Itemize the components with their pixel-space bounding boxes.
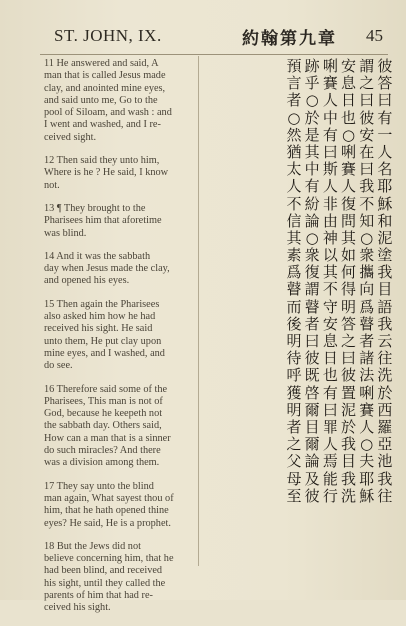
chinese-running-head: 約翰第九章	[242, 29, 337, 49]
verse-line: 17 They say unto the blind	[44, 480, 154, 492]
chinese-column	[303, 58, 321, 508]
verse-line: man that is called Jesus made	[44, 70, 166, 82]
chinese-character: 既	[304, 366, 320, 385]
verse-line: 13 ¶ They brought to the	[44, 202, 146, 214]
chinese-character: 彼	[304, 486, 320, 505]
verse-line: 11 He answered and said, A	[44, 58, 159, 69]
page-header	[14, 26, 394, 50]
chinese-character: ○	[360, 228, 374, 247]
english-text-column	[44, 58, 194, 626]
chinese-character: 有	[322, 383, 338, 402]
chinese-character: 答	[341, 314, 357, 333]
chinese-character: 人	[322, 91, 338, 110]
chinese-character: 至	[286, 486, 302, 505]
verse-line: the sabbath day. Others said,	[44, 420, 162, 432]
chinese-character: 塗	[377, 246, 393, 265]
chinese-character: 夫	[359, 452, 375, 471]
chinese-character: 人	[322, 177, 338, 196]
chinese-character: 洗	[341, 486, 357, 505]
english-running-head: ST. JOHN, IX.	[54, 26, 162, 45]
verse-paragraph	[44, 251, 194, 288]
chinese-character: 洗	[377, 366, 393, 385]
chinese-character: 行	[322, 486, 338, 505]
verse-line: Pharisees, This man is not of	[44, 395, 163, 407]
chinese-character: 罪	[322, 417, 338, 436]
chinese-character: 賽	[322, 74, 338, 93]
chinese-character: 其	[341, 228, 357, 247]
chinese-character: 我	[377, 469, 393, 488]
chinese-character: 復	[304, 263, 320, 282]
chinese-character: 之	[286, 435, 302, 454]
chinese-character: 曰	[322, 142, 338, 161]
chinese-character: 然	[286, 125, 302, 144]
chinese-character: 猶	[286, 142, 302, 161]
verse-line: received his sight. He said	[44, 323, 153, 335]
chinese-character: 者	[304, 314, 320, 333]
chinese-character: 非	[322, 194, 338, 213]
verse-line: ceived his sight.	[44, 602, 111, 614]
chinese-character: 之	[359, 74, 375, 93]
verse-paragraph	[44, 155, 194, 192]
chinese-character: 曰	[304, 332, 320, 350]
column-divider	[198, 56, 199, 566]
chinese-character: 彼	[377, 57, 393, 75]
chinese-character: 諸	[359, 349, 375, 368]
chinese-character: 彼	[341, 366, 357, 385]
chinese-character: 曰	[341, 349, 357, 368]
verse-paragraph	[44, 384, 194, 470]
chinese-character: 信	[286, 211, 302, 230]
chinese-character: 目	[377, 280, 393, 299]
chinese-character: 母	[286, 469, 302, 488]
chinese-column	[376, 58, 394, 508]
chinese-character: 之	[341, 332, 357, 350]
chinese-character: 往	[377, 486, 393, 505]
verse-line: eyes? He said, He is a prophet.	[44, 517, 171, 529]
chinese-character: 亞	[377, 435, 393, 454]
chinese-character: 爾	[304, 400, 320, 419]
chinese-character: 待	[286, 349, 302, 368]
chinese-character: 法	[359, 366, 375, 385]
chinese-character: 知	[359, 211, 375, 230]
chinese-character: 父	[286, 452, 302, 471]
chinese-character: 中	[322, 108, 338, 127]
verse-line: do see.	[44, 360, 73, 372]
chinese-character: 瞽	[359, 314, 375, 333]
chinese-character: 不	[322, 280, 338, 299]
chinese-column	[339, 58, 357, 508]
verse-line: was blind.	[44, 227, 87, 239]
chinese-character: 泥	[341, 400, 357, 419]
chinese-character: ○	[287, 108, 301, 127]
chinese-character: 謂	[304, 280, 320, 299]
chinese-character: 守	[322, 297, 338, 316]
chinese-character: 我	[341, 435, 357, 454]
chinese-character: 復	[341, 194, 357, 213]
chinese-character: 在	[359, 142, 375, 161]
chinese-character: 有	[322, 125, 338, 144]
header-rule	[40, 54, 388, 55]
chinese-character: 爾	[304, 435, 320, 454]
chinese-character: 以	[322, 246, 338, 265]
chinese-character: 不	[286, 194, 302, 213]
chinese-character: 衆	[304, 246, 320, 265]
chinese-character: 和	[377, 211, 393, 230]
chinese-character: 西	[377, 400, 393, 419]
chinese-character: 其	[286, 228, 302, 247]
chinese-character: 於	[304, 108, 320, 127]
verse-line: not.	[44, 179, 60, 191]
chinese-character: 預	[286, 57, 302, 75]
chinese-character: 由	[322, 211, 338, 230]
chinese-character: 我	[377, 314, 393, 333]
chinese-character: 日	[341, 91, 357, 110]
verse-line: do such miracles? And there	[44, 445, 161, 457]
chinese-character: ○	[360, 435, 374, 454]
chinese-character: 曰	[359, 160, 375, 179]
chinese-character: 跡	[304, 57, 320, 75]
chinese-character: 我	[359, 177, 375, 196]
verse-line: 12 Then said they unto him,	[44, 155, 160, 167]
chinese-character: 爲	[359, 297, 375, 316]
verse-paragraph	[44, 299, 194, 373]
verse-line: Where is he ? He said, I know	[44, 167, 169, 179]
verse-line: I went and washed, and I re-	[44, 119, 161, 131]
verse-paragraph	[44, 58, 194, 144]
chinese-character: 及	[304, 469, 320, 488]
chinese-character: 日	[322, 349, 338, 368]
chinese-character: 人	[341, 177, 357, 196]
verse-line: 15 Then again the Pharisees	[44, 298, 160, 310]
chinese-character: 何	[341, 263, 357, 282]
chinese-character: 人	[322, 435, 338, 454]
chinese-character: 云	[377, 332, 393, 350]
chinese-character: 衆	[359, 246, 375, 265]
chinese-character: 息	[322, 332, 338, 350]
chinese-character: 神	[322, 228, 338, 247]
verse-line: him, that he hath opened thine	[44, 505, 169, 517]
verse-paragraph	[44, 481, 194, 530]
chinese-character: ○	[305, 228, 319, 247]
verse-line: How can a man that is a sinner	[44, 432, 171, 444]
verse-line: 14 And it was the sabbath	[44, 250, 151, 262]
chinese-character: 問	[341, 211, 357, 230]
chinese-character: 明	[286, 400, 302, 419]
chinese-character: 也	[322, 366, 338, 385]
chinese-character: 唎	[359, 383, 375, 402]
chinese-character: 太	[286, 160, 302, 179]
chinese-character: 我	[377, 263, 393, 282]
chinese-character: 得	[341, 280, 357, 299]
chinese-character: 中	[304, 160, 320, 179]
chinese-character: 目	[341, 452, 357, 471]
verse-line: and said unto me, Go to the	[44, 94, 158, 106]
chinese-character: 彼	[304, 349, 320, 368]
chinese-character: 泥	[377, 228, 393, 247]
chinese-character: 耶	[377, 177, 393, 196]
chinese-character: 彼	[359, 108, 375, 127]
chinese-character: 置	[341, 383, 357, 402]
chinese-character: ○	[305, 91, 319, 110]
chinese-character: 羅	[377, 417, 393, 436]
chinese-character: 紛	[304, 194, 320, 213]
chinese-character: 瞽	[304, 297, 320, 316]
verse-line: was a division among them.	[44, 457, 160, 469]
chinese-character: 人	[377, 142, 393, 161]
chinese-character: 明	[341, 297, 357, 316]
chinese-character: 往	[377, 349, 393, 368]
chinese-character: 目	[304, 417, 320, 436]
verse-line: 18 But the Jews did not	[44, 540, 141, 552]
chinese-character: 不	[359, 194, 375, 213]
chinese-character: 如	[341, 246, 357, 265]
chinese-character: 向	[359, 280, 375, 299]
chinese-character: 曰	[359, 91, 375, 110]
chinese-character: 穌	[359, 486, 375, 505]
verse-line: parents of him that had re-	[44, 589, 153, 601]
verse-line: pool of Siloam, and wash : and	[44, 107, 172, 119]
chinese-character: 者	[286, 91, 302, 110]
chinese-character: 我	[341, 469, 357, 488]
chinese-character: 呼	[286, 366, 302, 385]
chinese-character: 賽	[341, 160, 357, 179]
verse-line: believe concerning him, that he	[44, 553, 174, 565]
verse-line: Pharisees him that aforetime	[44, 215, 162, 227]
chinese-character: 名	[377, 160, 393, 179]
chinese-character: 斯	[322, 160, 338, 179]
chinese-character: 安	[341, 57, 357, 75]
verse-line: 16 Therefore said some of the	[44, 383, 168, 395]
chinese-character: 者	[286, 417, 302, 436]
chinese-character: ○	[341, 125, 356, 144]
chinese-character: 論	[304, 211, 320, 230]
chinese-column	[358, 58, 376, 508]
chinese-character: 能	[322, 469, 338, 488]
verse-line: God, because he keepeth not	[44, 408, 163, 420]
verse-line: had been blind, and received	[44, 565, 163, 577]
chinese-character: 一	[377, 125, 393, 144]
chinese-character: 於	[341, 417, 357, 436]
chinese-character: 也	[341, 108, 357, 127]
chinese-text-column	[204, 58, 394, 508]
verse-line: mine eyes, and I washed, and	[44, 347, 165, 359]
chinese-character: 焉	[322, 452, 338, 471]
chinese-character: 有	[377, 108, 393, 127]
chinese-character: 其	[322, 263, 338, 282]
chinese-character: 答	[377, 74, 393, 93]
chinese-character: 言	[286, 74, 302, 93]
chinese-character: 爲	[286, 263, 302, 282]
chinese-character: 曰	[377, 91, 393, 110]
chinese-character: 有	[304, 177, 320, 196]
chinese-character: 語	[377, 297, 393, 316]
chinese-character: 攜	[359, 263, 375, 282]
chinese-character: 穌	[377, 194, 393, 213]
verse-line: also asked him how he had	[44, 311, 156, 323]
verse-paragraph	[44, 203, 194, 240]
chinese-character: 者	[359, 332, 375, 350]
chinese-character: 息	[341, 74, 357, 93]
chinese-character: 瞽	[286, 280, 302, 299]
verse-line: ceived sight.	[44, 131, 97, 143]
chinese-character: 是	[304, 125, 320, 144]
chinese-character: 獲	[286, 383, 302, 402]
page-number: 45	[366, 26, 383, 45]
chinese-character: 人	[286, 177, 302, 196]
chinese-character: 唎	[322, 57, 338, 75]
chinese-character: 安	[359, 125, 375, 144]
verse-line: and opened his eyes.	[44, 275, 130, 287]
verse-line: clay, and anointed mine eyes,	[44, 82, 166, 94]
chinese-character: 唎	[341, 142, 357, 161]
chinese-character: 啓	[304, 383, 320, 402]
chinese-character: 人	[359, 417, 375, 436]
chinese-character: 安	[322, 314, 338, 333]
chinese-character: 於	[377, 383, 393, 402]
verse-paragraph	[44, 541, 194, 615]
chinese-character: 池	[377, 452, 393, 471]
chinese-character: 其	[304, 142, 320, 161]
chinese-character: 耶	[359, 469, 375, 488]
verse-line: unto them, He put clay upon	[44, 335, 162, 347]
chinese-character: 曰	[322, 400, 338, 419]
chinese-character: 素	[286, 246, 302, 265]
chinese-column	[321, 58, 339, 508]
chinese-character: 論	[304, 452, 320, 471]
verse-line: man again, What sayest thou of	[44, 492, 174, 504]
chinese-character: 明	[286, 332, 302, 350]
chinese-character: 而	[286, 297, 302, 316]
chinese-character: 賽	[359, 400, 375, 419]
verse-line: day when Jesus made the clay,	[44, 263, 170, 275]
chinese-column	[285, 58, 303, 508]
chinese-character: 謂	[359, 57, 375, 75]
chinese-character: 後	[286, 314, 302, 333]
chinese-character: 乎	[304, 74, 320, 93]
verse-line: his sight, until they called the	[44, 577, 166, 589]
